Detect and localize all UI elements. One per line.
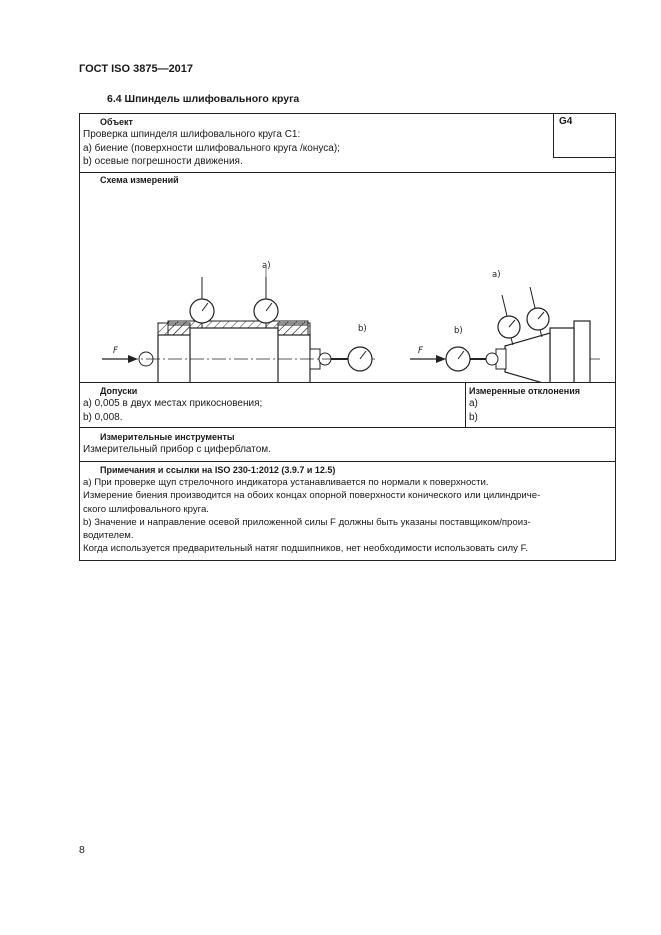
tolerances-cell [80, 383, 466, 427]
check-code: G4 [553, 114, 615, 158]
object-cell [80, 114, 553, 172]
deviation-line: a) [469, 398, 478, 409]
measurement-diagram [80, 173, 615, 382]
instruments-text: Измерительный прибор с циферблатом. [83, 444, 271, 455]
note-line: a) При проверке щуп стрелочного индикатора устанавливается по нормали к поверхности. [83, 477, 489, 488]
left-dial-indicator-a1 [190, 277, 214, 328]
instruments-label: Измерительные инструменты [100, 432, 235, 442]
tolerance-line: a) 0,005 в двух местах прикосновения; [83, 398, 263, 409]
object-line: b) осевые погрешности движения. [83, 156, 243, 168]
scheme-label: Схема измерений [100, 175, 179, 185]
document-header: ГОСТ ISO 3875—2017 [79, 63, 194, 75]
tolerance-line: b) 0,008. [83, 411, 123, 423]
section-title: 6.4 Шпиндель шлифовального круга [107, 93, 300, 105]
left-label-a: a) [262, 261, 271, 271]
left-spindle [139, 328, 331, 382]
deviations-cell [466, 383, 615, 427]
notes-row [80, 462, 615, 561]
tolerances-label: Допуски [100, 386, 138, 396]
instruments-row [80, 428, 615, 462]
left-label-b: b) [358, 324, 367, 334]
object-line: a) биение (поверхности шлифовального круга /конуса); [83, 142, 340, 154]
right-dial-indicator-a2 [527, 287, 549, 337]
object-label: Объект [100, 117, 133, 127]
note-line: ского шлифовального круга. [83, 503, 209, 515]
tolerances-row [80, 383, 615, 428]
note-line: Измерение биения производится на обоих концах опорной поверхности конического или цилиндриче- [83, 490, 541, 502]
deviation-line: b) [469, 411, 478, 423]
scheme-row [80, 173, 615, 383]
notes-label: Примечания и ссылки на ISO 230-1:2012 (3.9.7 и 12.5) [100, 465, 336, 475]
left-force-arrow [102, 346, 138, 363]
page-number: 8 [79, 844, 85, 856]
right-label-a: a) [492, 270, 501, 280]
right-force-label: F [418, 346, 423, 356]
note-line: b) Значение и направление осевой приложенной силы F должны быть указаны поставщиком/произ- [83, 516, 531, 528]
object-row [80, 114, 615, 173]
check-sheet-table [79, 113, 616, 561]
left-dial-indicator-b [331, 347, 372, 371]
note-line: Когда используется предварительный натяг подшипников, нет необходимости использовать силу F. [83, 543, 529, 555]
deviations-label: Измеренные отклонения [469, 386, 581, 396]
left-dial-indicator-a2 [254, 277, 278, 328]
right-dial-indicator-a1 [498, 295, 520, 345]
note-line: водителем. [83, 530, 134, 542]
right-dial-indicator-b [446, 347, 486, 371]
object-line: Проверка шпинделя шлифовального круга C1: [83, 129, 301, 140]
left-force-label: F [113, 346, 118, 356]
right-force-arrow [410, 346, 446, 363]
right-label-b: b) [454, 326, 463, 336]
